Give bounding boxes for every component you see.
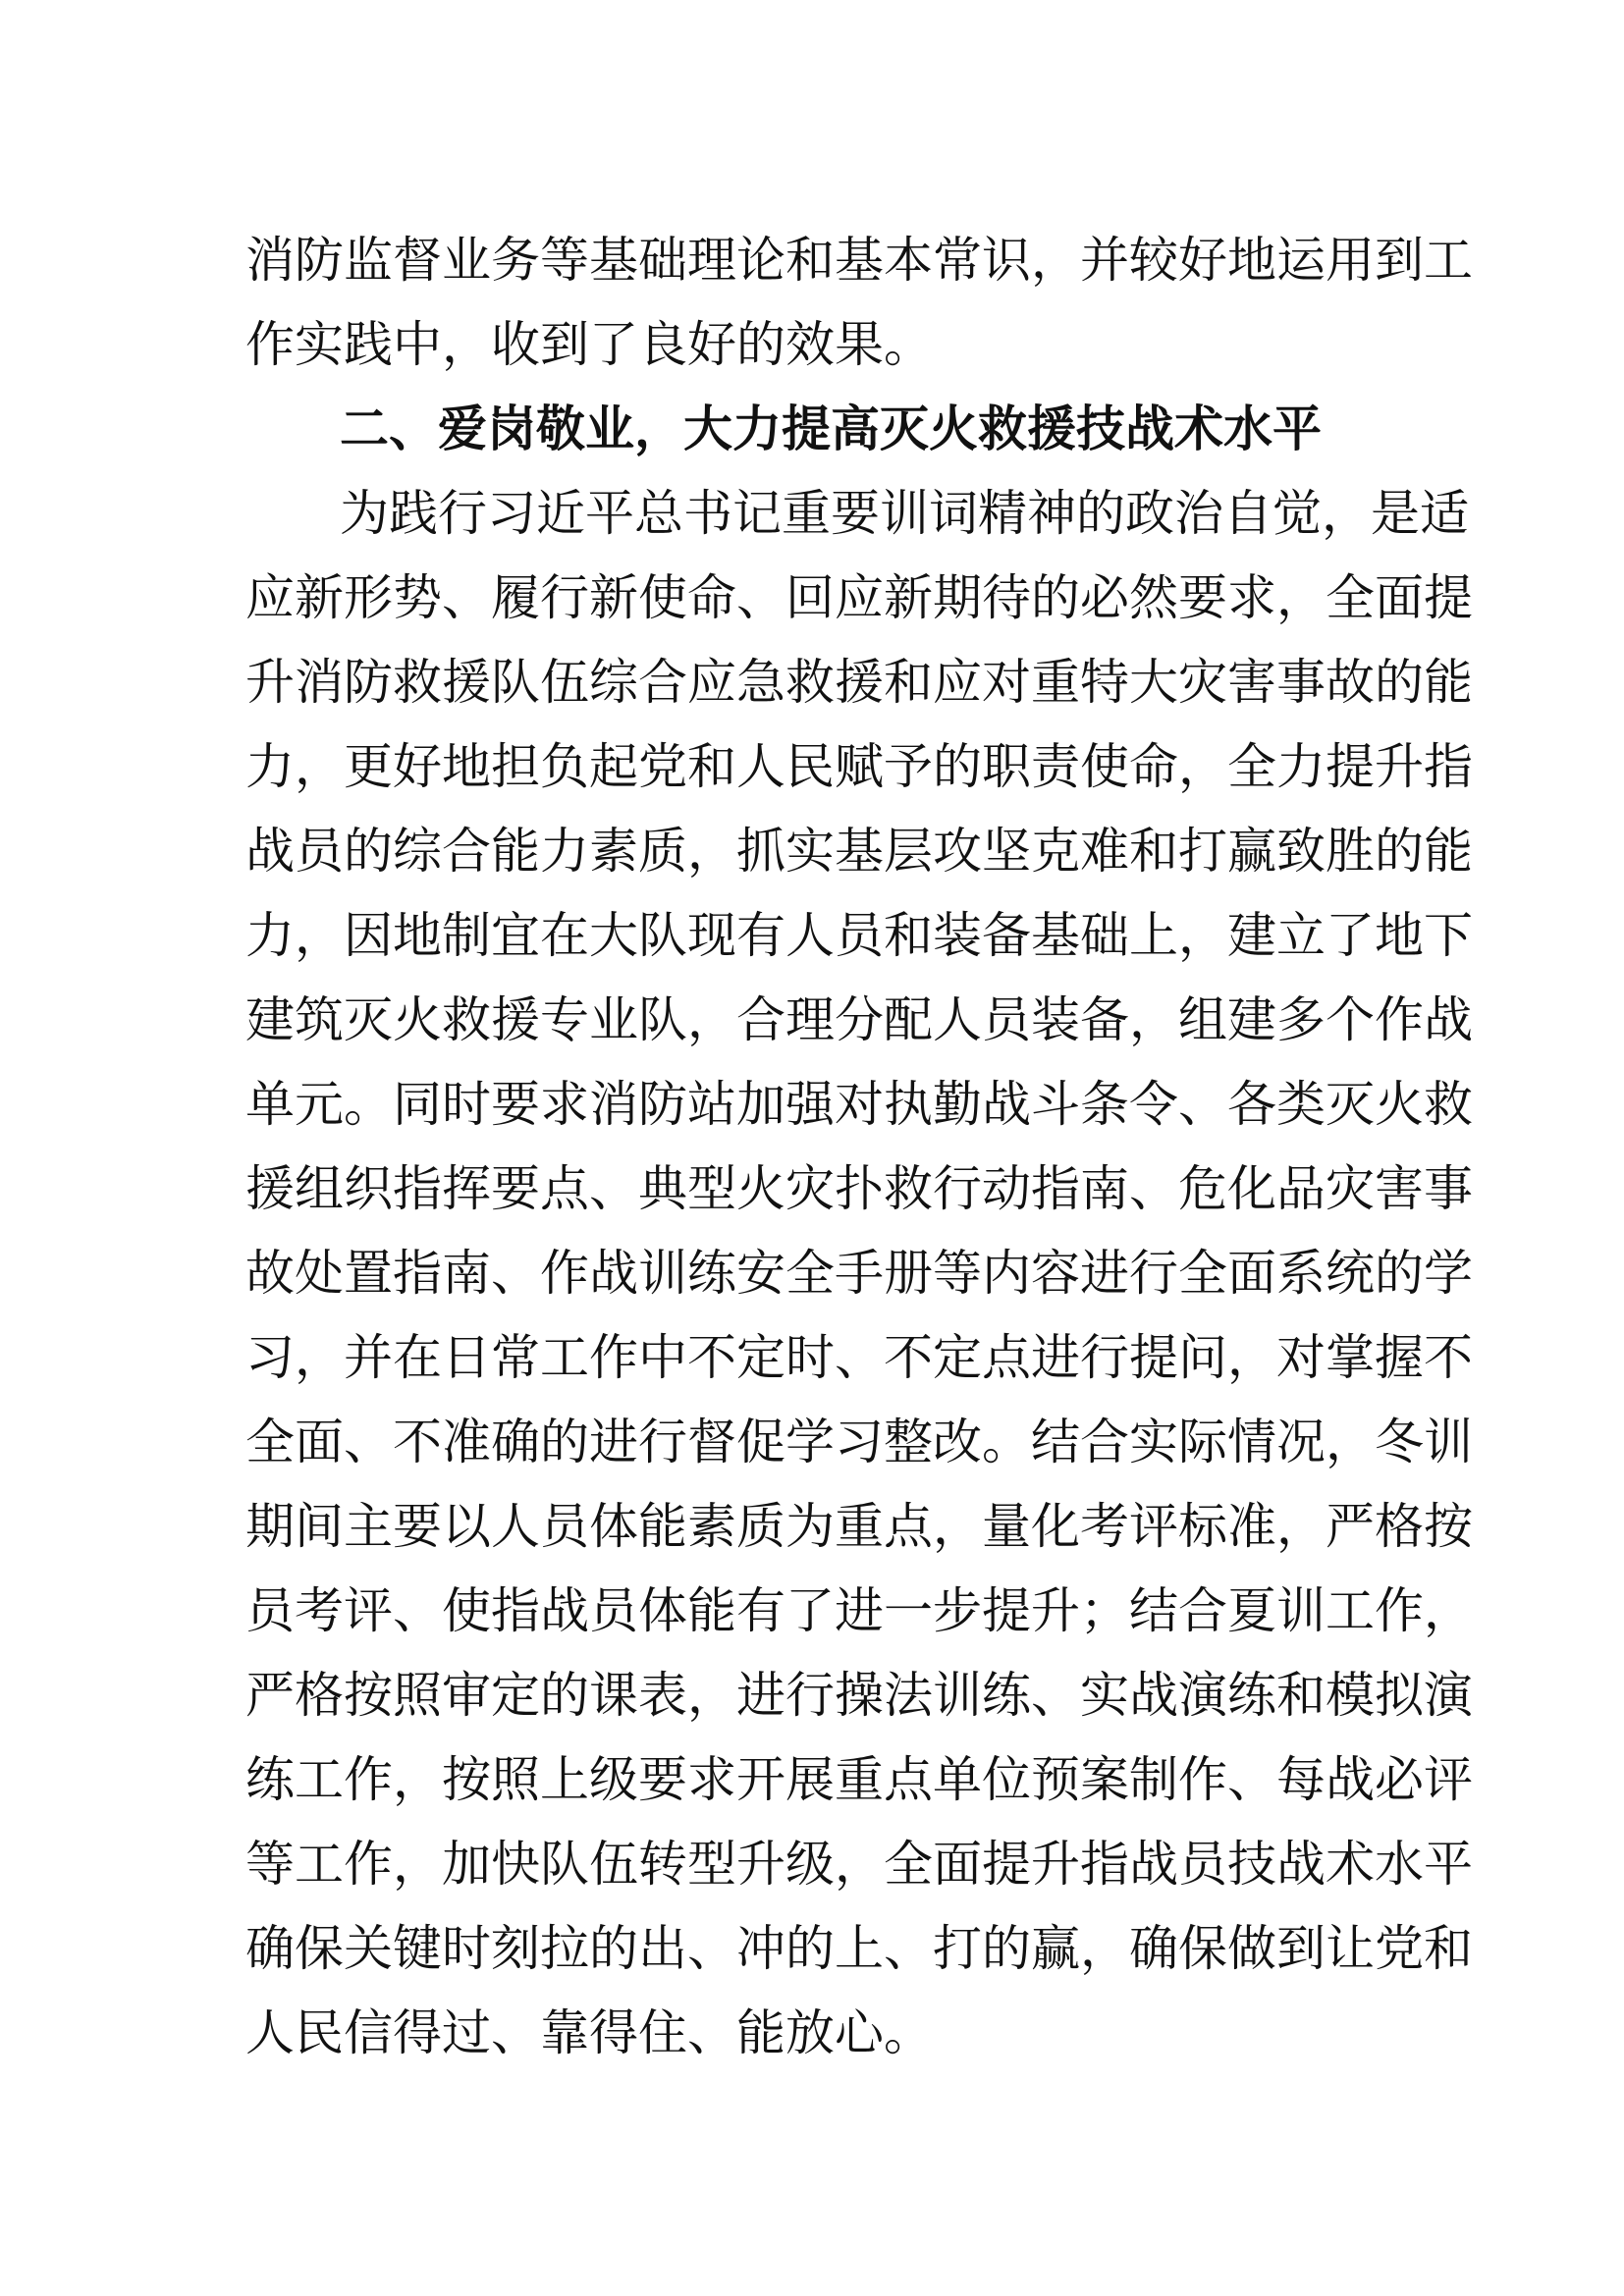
text-line: 严格按照审定的课表，进行操法训练、实战演练和模拟演: [245, 1667, 1473, 1724]
text-line: 习，并在日常工作中不定时、不定点进行提问，对掌握不: [245, 1329, 1473, 1386]
text-line: 作实践中，收到了良好的效果。: [245, 316, 933, 373]
text-line: 单元。同时要求消防站加强对执勤战斗条令、各类灭火救: [245, 1076, 1473, 1133]
text-line: 等工作，加快队伍转型升级，全面提升指战员技战术水平: [245, 1836, 1473, 1893]
text-line: 援组织指挥要点、典型火灾扑救行动指南、危化品灾害事: [245, 1160, 1473, 1217]
paragraph-first-line: 为践行习近平总书记重要训词精神的政治自觉，是适: [340, 485, 1469, 542]
text-line: 故处置指南、作战训练安全手册等内容进行全面系统的学: [245, 1245, 1473, 1302]
text-line: 建筑灭火救援专业队，合理分配人员装备，组建多个作战: [245, 991, 1473, 1048]
document-body: [245, 218, 1473, 2075]
text-line: 应新形势、履行新使命、回应新期待的必然要求，全面提: [245, 569, 1473, 626]
text-line: 练工作，按照上级要求开展重点单位预案制作、每战必评: [245, 1751, 1473, 1808]
text-line: 期间主要以人员体能素质为重点，量化考评标准，严格按: [245, 1498, 1473, 1555]
text-line: 升消防救援队伍综合应急救援和应对重特大灾害事故的能: [245, 654, 1473, 711]
text-line: 战员的综合能力素质，抓实基层攻坚克难和打赢致胜的能: [245, 823, 1473, 880]
text-line: 力，因地制宜在大队现有人员和装备基础上，建立了地下: [245, 907, 1473, 964]
text-line: 确保关键时刻拉的出、冲的上、打的赢，确保做到让党和: [245, 1920, 1473, 1977]
text-line: 员考评、使指战员体能有了进一步提升；结合夏训工作，: [245, 1582, 1473, 1639]
section-heading: 二、爱岗敬业，大力提高灭火救援技战术水平: [340, 400, 1322, 457]
text-line: 全面、不准确的进行督促学习整改。结合实际情况，冬训: [245, 1414, 1473, 1470]
text-line: 力，更好地担负起党和人民赋予的职责使命，全力提升指: [245, 738, 1473, 795]
text-line: 人民信得过、靠得住、能放心。: [245, 2004, 933, 2061]
text-line: 消防监督业务等基础理论和基本常识，并较好地运用到工: [245, 232, 1473, 289]
